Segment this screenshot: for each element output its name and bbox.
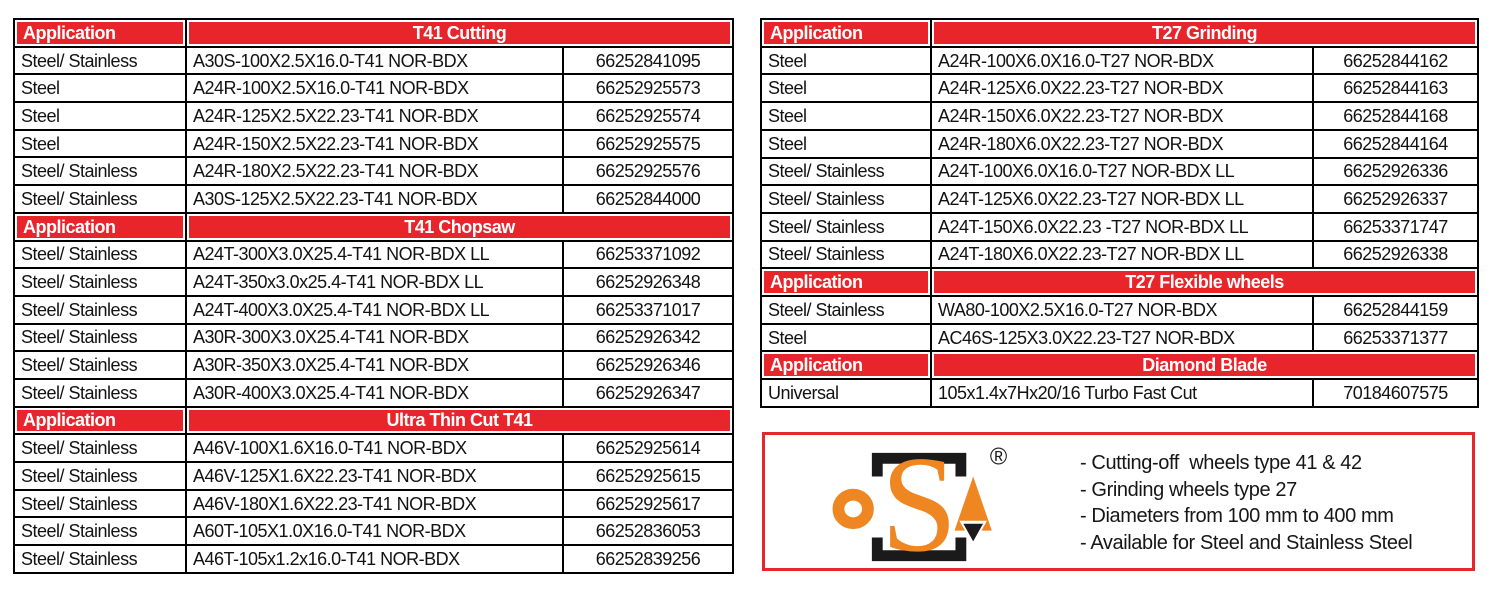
application-cell: Steel: [14, 74, 186, 102]
application-header-cell: Application: [14, 213, 186, 241]
product-description-cell: A24R-125X2.5X22.23-T41 NOR-BDX: [186, 102, 563, 130]
product-row: [761, 74, 1478, 102]
product-description-cell: A24R-180X6.0X22.23-T27 NOR-BDX: [931, 130, 1313, 158]
osa-info-box: [762, 432, 1475, 571]
section-title-cell: Ultra Thin Cut T41: [186, 407, 733, 435]
product-row: [761, 185, 1478, 213]
application-cell: Steel: [761, 102, 931, 130]
application-cell: Steel: [761, 130, 931, 158]
section-title-cell: Diamond Blade: [931, 351, 1478, 379]
product-description-cell: A24T-400X3.0X25.4-T41 NOR-BDX LL: [186, 296, 563, 324]
product-description-cell: A24R-150X2.5X22.23-T41 NOR-BDX: [186, 130, 563, 158]
product-description-cell: WA80-100X2.5X16.0-T27 NOR-BDX: [931, 296, 1313, 324]
product-description-cell: A30R-300X3.0X25.4-T41 NOR-BDX: [186, 324, 563, 352]
application-cell: Steel/ Stainless: [14, 268, 186, 296]
part-number-cell: 66253371017: [563, 296, 733, 324]
application-cell: Universal: [761, 379, 931, 407]
product-description-cell: A24T-180X6.0X22.23-T27 NOR-BDX LL: [931, 241, 1313, 269]
part-number-cell: 66252844168: [1313, 102, 1478, 130]
application-cell: Steel/ Stainless: [14, 351, 186, 379]
product-description-cell: A24R-100X2.5X16.0-T41 NOR-BDX: [186, 74, 563, 102]
product-row: [14, 517, 733, 545]
bullet-cutting-off-wheels: - Cutting-off wheels type 41 & 42: [1080, 452, 1362, 474]
part-number-cell: 66253371092: [563, 241, 733, 269]
part-number-cell: 66252925615: [563, 462, 733, 490]
application-header-cell: Application: [761, 19, 931, 47]
part-number-cell: 66253371377: [1313, 324, 1478, 352]
product-description-cell: AC46S-125X3.0X22.23-T27 NOR-BDX: [931, 324, 1313, 352]
part-number-cell: 66252841095: [563, 47, 733, 75]
logo-letter-o: [838, 495, 868, 524]
product-row: [761, 130, 1478, 158]
application-cell: Steel/ Stainless: [14, 157, 186, 185]
product-description-cell: A24T-300X3.0X25.4-T41 NOR-BDX LL: [186, 241, 563, 269]
product-row: [14, 47, 733, 75]
part-number-cell: 66252925573: [563, 74, 733, 102]
application-cell: Steel/ Stainless: [14, 462, 186, 490]
section-header-row: [14, 407, 733, 435]
bullet-available-steel: - Available for Steel and Stainless Steel: [1080, 531, 1413, 554]
product-row: [14, 434, 733, 462]
product-description-cell: A24T-125X6.0X22.23-T27 NOR-BDX LL: [931, 185, 1313, 213]
part-number-cell: 66252844162: [1313, 47, 1478, 75]
application-cell: Steel/ Stainless: [14, 434, 186, 462]
product-row: [14, 74, 733, 102]
t41-products-table: [13, 18, 734, 574]
application-header-cell: Application: [14, 407, 186, 435]
product-description-cell: A24R-100X6.0X16.0-T27 NOR-BDX: [931, 47, 1313, 75]
product-row: [14, 490, 733, 518]
product-row: [761, 213, 1478, 241]
part-number-cell: 70184607575: [1313, 379, 1478, 407]
registered-trademark-symbol: ®: [989, 447, 1008, 471]
product-row: [14, 462, 733, 490]
part-number-cell: 66252844164: [1313, 130, 1478, 158]
product-description-cell: A24R-180X2.5X22.23-T41 NOR-BDX: [186, 157, 563, 185]
product-description-cell: A46V-100X1.6X16.0-T41 NOR-BDX: [186, 434, 563, 462]
part-number-cell: 66252926342: [563, 324, 733, 352]
section-title-cell: T41 Cutting: [186, 19, 733, 47]
application-cell: Steel: [761, 47, 931, 75]
product-row: [14, 185, 733, 213]
product-row: [14, 296, 733, 324]
application-header-cell: Application: [14, 19, 186, 47]
application-cell: Steel/ Stainless: [761, 241, 931, 269]
application-cell: Steel/ Stainless: [14, 185, 186, 213]
part-number-cell: 66252925614: [563, 434, 733, 462]
product-description-cell: A30R-400X3.0X25.4-T41 NOR-BDX: [186, 379, 563, 407]
part-number-cell: 66252839256: [563, 545, 733, 573]
part-number-cell: 66252926346: [563, 351, 733, 379]
product-row: [761, 296, 1478, 324]
section-title-cell: T27 Grinding: [931, 19, 1478, 47]
part-number-cell: 66252925576: [563, 157, 733, 185]
application-cell: Steel: [761, 324, 931, 352]
product-row: [14, 351, 733, 379]
application-cell: Steel/ Stainless: [14, 241, 186, 269]
application-cell: Steel/ Stainless: [14, 324, 186, 352]
product-description-cell: A30S-100X2.5X16.0-T41 NOR-BDX: [186, 47, 563, 75]
application-cell: Steel/ Stainless: [761, 158, 931, 186]
osa-logo-icon: [831, 447, 1017, 567]
t27-products-table: [760, 18, 1479, 408]
section-header-row: [761, 351, 1478, 379]
application-cell: Steel: [14, 102, 186, 130]
part-number-cell: 66252844000: [563, 185, 733, 213]
section-header-row: [761, 19, 1478, 47]
t41-table-body: [14, 19, 733, 573]
section-header-row: [14, 213, 733, 241]
application-cell: Steel/ Stainless: [14, 490, 186, 518]
application-header-cell: Application: [761, 351, 931, 379]
product-description-cell: A60T-105X1.0X16.0-T41 NOR-BDX: [186, 517, 563, 545]
product-row: [14, 545, 733, 573]
product-row: [14, 130, 733, 158]
product-description-cell: A30R-350X3.0X25.4-T41 NOR-BDX: [186, 351, 563, 379]
product-description-cell: 105x1.4x7Hx20/16 Turbo Fast Cut: [931, 379, 1313, 407]
part-number-cell: 66252925574: [563, 102, 733, 130]
application-cell: Steel/ Stainless: [14, 47, 186, 75]
section-header-row: [761, 268, 1478, 296]
product-row: [761, 241, 1478, 269]
product-row: [14, 324, 733, 352]
application-cell: Steel/ Stainless: [761, 213, 931, 241]
application-header-cell: Application: [761, 268, 931, 296]
product-row: [14, 268, 733, 296]
section-title-cell: T27 Flexible wheels: [931, 268, 1478, 296]
product-row: [14, 241, 733, 269]
t27-table-body: [761, 19, 1478, 407]
application-cell: Steel: [761, 74, 931, 102]
product-row: [14, 379, 733, 407]
application-cell: Steel/ Stainless: [761, 185, 931, 213]
part-number-cell: 66252925575: [563, 130, 733, 158]
bullet-diameters: - Diameters from 100 mm to 400 mm: [1080, 505, 1394, 527]
product-description-cell: A24T-350x3.0x25.4-T41 NOR-BDX LL: [186, 268, 563, 296]
part-number-cell: 66252836053: [563, 517, 733, 545]
product-row: [14, 102, 733, 130]
product-row: [14, 157, 733, 185]
application-cell: Steel/ Stainless: [14, 517, 186, 545]
application-cell: Steel/ Stainless: [14, 296, 186, 324]
product-row: [761, 379, 1478, 407]
product-description-cell: A24R-125X6.0X22.23-T27 NOR-BDX: [931, 74, 1313, 102]
part-number-cell: 66252926337: [1313, 185, 1478, 213]
product-description-cell: A46V-125X1.6X22.23-T41 NOR-BDX: [186, 462, 563, 490]
part-number-cell: 66252844159: [1313, 296, 1478, 324]
part-number-cell: 66252926347: [563, 379, 733, 407]
part-number-cell: 66253371747: [1313, 213, 1478, 241]
section-title-cell: T41 Chopsaw: [186, 213, 733, 241]
product-row: [761, 324, 1478, 352]
part-number-cell: 66252926348: [563, 268, 733, 296]
part-number-cell: 66252925617: [563, 490, 733, 518]
part-number-cell: 66252926338: [1313, 241, 1478, 269]
product-description-cell: A46T-105x1.2x16.0-T41 NOR-BDX: [186, 545, 563, 573]
logo-letter-s: S: [880, 447, 958, 567]
product-row: [761, 158, 1478, 186]
product-row: [761, 47, 1478, 75]
application-cell: Steel/ Stainless: [14, 379, 186, 407]
bullet-grinding-wheels: - Grinding wheels type 27: [1080, 478, 1297, 501]
product-row: [761, 102, 1478, 130]
product-description-cell: A24R-150X6.0X22.23-T27 NOR-BDX: [931, 102, 1313, 130]
application-cell: Steel: [14, 130, 186, 158]
part-number-cell: 66252844163: [1313, 74, 1478, 102]
section-header-row: [14, 19, 733, 47]
application-cell: Steel/ Stainless: [14, 545, 186, 573]
product-description-cell: A46V-180X1.6X22.23-T41 NOR-BDX: [186, 490, 563, 518]
product-range-bullets: [1080, 450, 1412, 556]
part-number-cell: 66252926336: [1313, 158, 1478, 186]
application-cell: Steel/ Stainless: [761, 296, 931, 324]
product-description-cell: A30S-125X2.5X22.23-T41 NOR-BDX: [186, 185, 563, 213]
product-description-cell: A24T-100X6.0X16.0-T27 NOR-BDX LL: [931, 158, 1313, 186]
product-description-cell: A24T-150X6.0X22.23 -T27 NOR-BDX LL: [931, 213, 1313, 241]
